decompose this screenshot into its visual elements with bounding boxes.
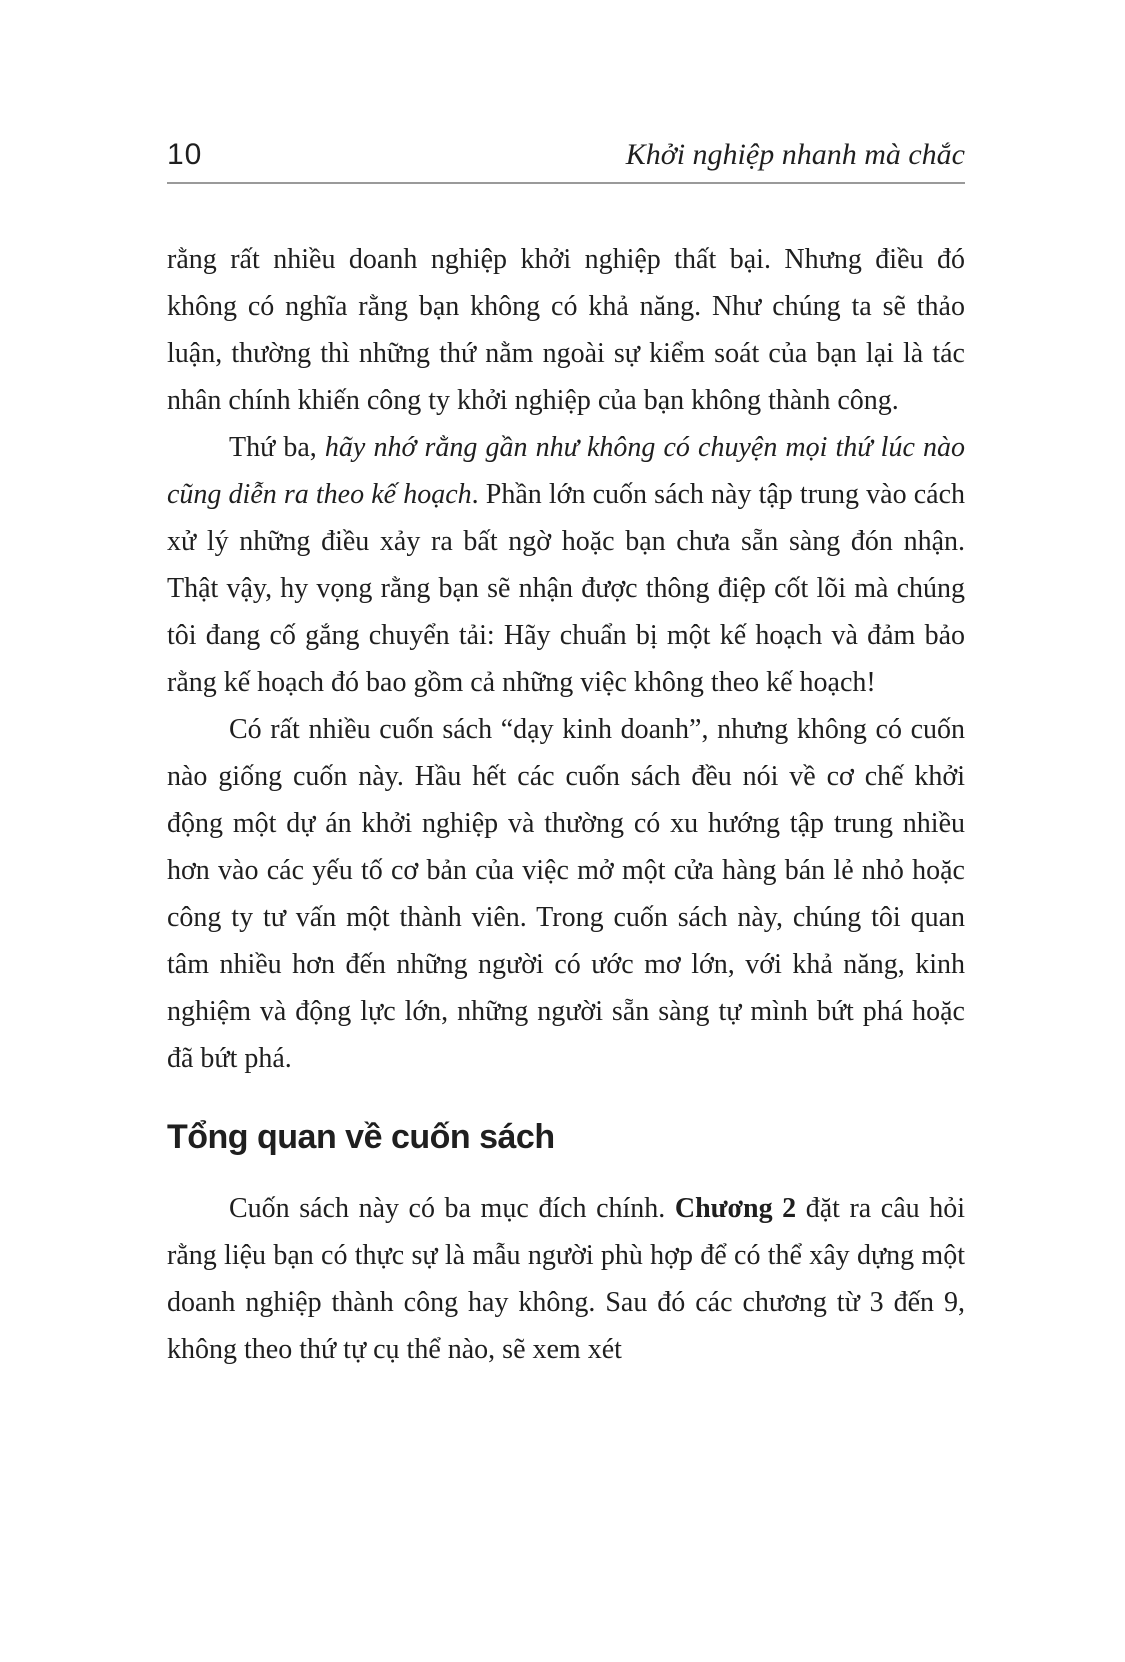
text-segment-normal: rằng rất nhiều doanh nghiệp khởi nghiệp thất bại. Nhưng điều đó không có nghĩa rằng bạn không có khả năng. Như chúng ta sẽ thảo luận, thường thì những thứ nằm ngoài sự kiểm soát của bạn lại là tác nhân chính khiến công ty khởi nghiệp của bạn không thành công. <box>167 244 965 416</box>
text-segment-normal: Cuốn sách này có ba mục đích chính. <box>229 1193 675 1224</box>
text-segment-normal: Thứ ba, <box>229 432 325 463</box>
text-segment-normal: . Phần lớn cuốn sách này tập trung vào cách xử lý những điều xảy ra bất ngờ hoặc bạn chưa sẵn sàng đón nhận. Thật vậy, hy vọng rằng bạn sẽ nhận được thông điệp cốt lõi mà chúng tôi đang cố gắng chuyển tải: Hãy chuẩn bị một kế hoạch và đảm bảo rằng kế hoạch đó bao gồm cả những việc không theo kế hoạch! <box>167 479 965 698</box>
page-header <box>167 138 965 184</box>
text-segment-normal: đặt ra câu hỏi rằng liệu bạn có thực sự là mẫu người phù hợp để có thể xây dựng một doanh nghiệp thành công hay không. Sau đó các chương từ 3 đến 9, không theo thứ tự cụ thể nào, sẽ xem xét <box>167 1193 966 1365</box>
body-paragraph <box>167 1185 965 1373</box>
page-body <box>167 236 965 1373</box>
page-number: 10 <box>167 138 203 171</box>
section-heading: Tổng quan về cuốn sách <box>167 1118 555 1156</box>
text-segment-italic: hãy nhớ rằng gần như không có chuyện mọi thứ lúc nào cũng diễn ra theo kế hoạch <box>167 432 965 510</box>
body-paragraph <box>167 706 965 1082</box>
text-segment-normal: Có rất nhiều cuốn sách “dạy kinh doanh”, nhưng không có cuốn nào giống cuốn này. Hầu hết các cuốn sách đều nói về cơ chế khởi động một dự án khởi nghiệp và thường có xu hướng tập trung nhiều hơn vào các yếu tố cơ bản của việc mở một cửa hàng bán lẻ nhỏ hoặc công ty tư vấn một thành viên. Trong cuốn sách này, chúng tôi quan tâm nhiều hơn đến những người có ước mơ lớn, với khả năng, kinh nghiệm và động lực lớn, những người sẵn sàng tự mình bứt phá hoặc đã bứt phá. <box>167 714 965 1074</box>
text-segment-bold: Chương 2 <box>674 1193 797 1224</box>
body-paragraph <box>167 424 965 706</box>
running-title: Khởi nghiệp nhanh mà chắc <box>625 138 965 171</box>
body-paragraph <box>167 236 965 424</box>
